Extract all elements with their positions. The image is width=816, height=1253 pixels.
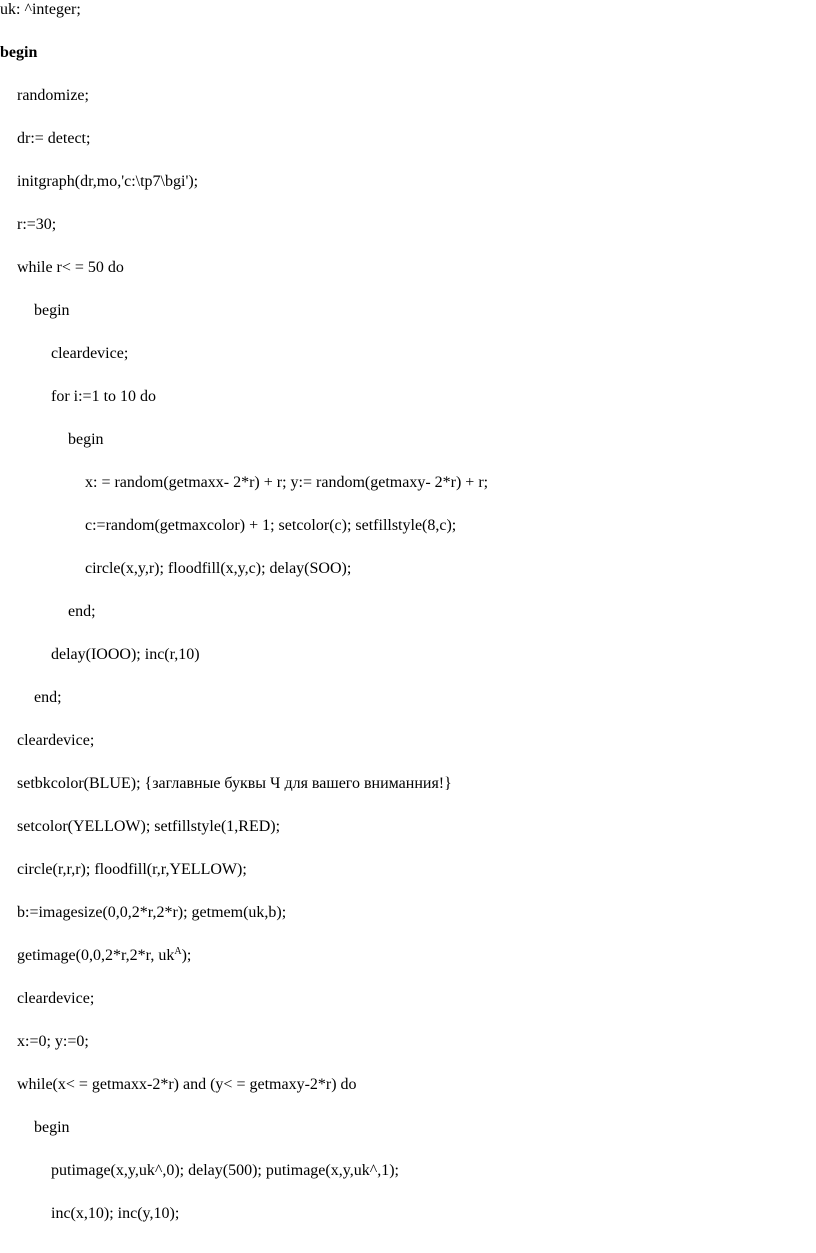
- code-line: cleardevice;: [17, 732, 95, 749]
- code-line: cleardevice;: [17, 990, 95, 1007]
- code-line: [17, 946, 191, 966]
- code-line-text: getimage(0,0,2*r,2*r, uk: [17, 947, 175, 964]
- code-line: begin: [34, 302, 70, 319]
- code-line: dr:= detect;: [17, 130, 91, 147]
- code-line: circle(r,r,r); floodfill(r,r,YELLOW);: [17, 861, 247, 878]
- code-line: begin: [34, 1119, 70, 1136]
- superscript-mark: A: [174, 946, 182, 957]
- code-line: inc(x,10); inc(y,10);: [51, 1205, 180, 1222]
- code-line: r:=30;: [17, 216, 57, 233]
- code-line: end;: [34, 689, 62, 706]
- code-line: putimage(x,y,uk^,0); delay(500); putimage(x,y,uk^,1);: [51, 1162, 399, 1179]
- code-line: cleardevice;: [51, 345, 129, 362]
- code-line: b:=imagesize(0,0,2*r,2*r); getmem(uk,b);: [17, 904, 287, 921]
- code-line: x:=0; y:=0;: [17, 1033, 89, 1050]
- code-line: x: = random(getmaxx- 2*r) + r; y:= random(getmaxy- 2*r) + r;: [85, 474, 489, 491]
- code-line: randomize;: [17, 87, 89, 104]
- code-line: setbkcolor(BLUE); {заглавные буквы Ч для вашего вниманния!}: [17, 775, 452, 792]
- code-line: c:=random(getmaxcolor) + 1; setcolor(c); setfillstyle(8,c);: [85, 517, 457, 534]
- code-line: while r< = 50 do: [17, 259, 124, 276]
- code-line: circle(x,y,r); floodfill(x,y,c); delay(SOO);: [85, 560, 352, 577]
- code-line: uk: ^integer;: [0, 1, 81, 18]
- code-line: end;: [68, 603, 96, 620]
- code-line: begin: [68, 431, 104, 448]
- code-line: setcolor(YELLOW); setfillstyle(1,RED);: [17, 818, 281, 835]
- code-line: begin: [0, 44, 38, 61]
- code-line: delay(IOOO); inc(r,10): [51, 646, 200, 663]
- code-line-tail: );: [181, 947, 192, 964]
- code-line: initgraph(dr,mo,'c:\tp7\bgi');: [17, 173, 199, 190]
- code-line: for i:=1 to 10 do: [51, 388, 157, 405]
- code-line: while(x< = getmaxx-2*r) and (y< = getmaxy-2*r) do: [17, 1076, 357, 1093]
